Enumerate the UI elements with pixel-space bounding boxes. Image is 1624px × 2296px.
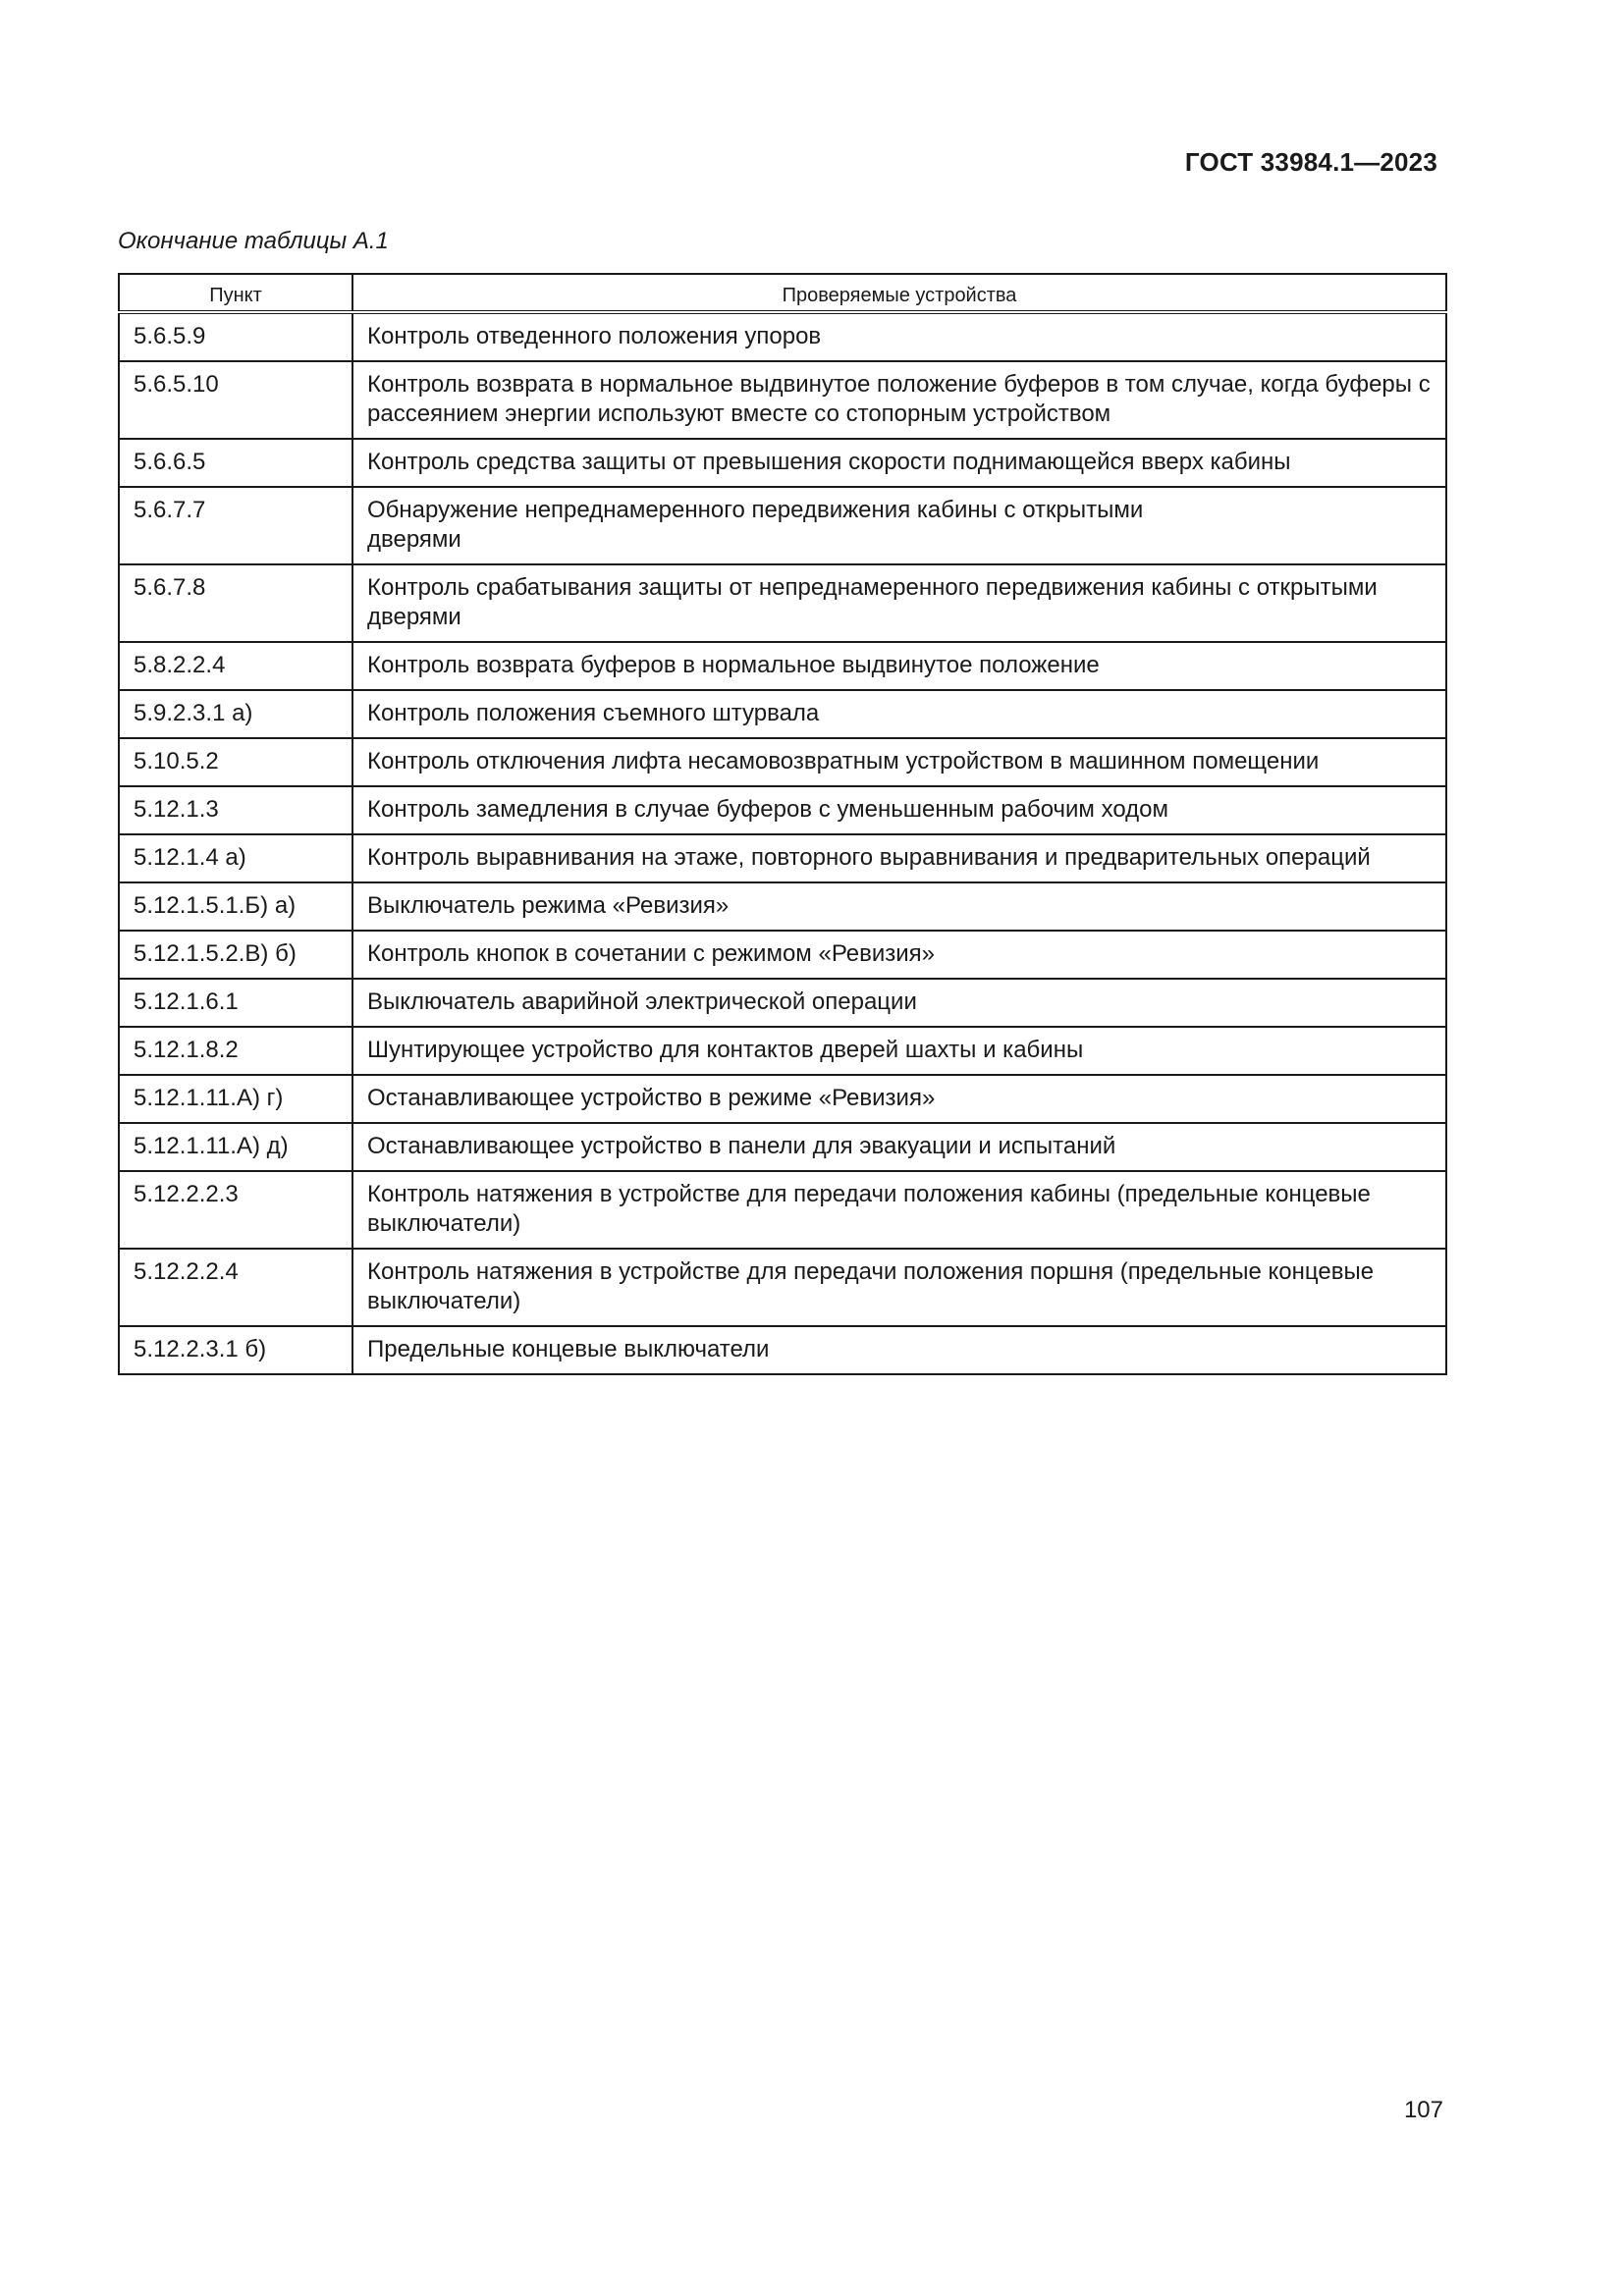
table-row xyxy=(119,1171,1446,1249)
row-device-description: Контроль натяжения в устройстве для передачи положения кабины (предельные концевые выключатели) xyxy=(352,1171,1446,1249)
row-device-description: Контроль замедления в случае буферов с уменьшенным рабочим ходом xyxy=(352,786,1446,834)
row-device-description: Предельные концевые выключатели xyxy=(352,1326,1446,1374)
table-header-row xyxy=(119,274,1446,312)
row-device-description: Выключатель режима «Ревизия» xyxy=(352,882,1446,931)
table-row xyxy=(119,786,1446,834)
row-device-description: Контроль отключения лифта несамовозвратным устройством в машинном помещении xyxy=(352,738,1446,786)
row-device-description: Шунтирующее устройство для контактов дверей шахты и кабины xyxy=(352,1027,1446,1075)
row-item-number: 5.12.2.2.3 xyxy=(119,1171,352,1249)
table-row xyxy=(119,979,1446,1027)
row-item-number: 5.12.1.6.1 xyxy=(119,979,352,1027)
checked-devices-table xyxy=(118,273,1447,1375)
document-code: ГОСТ 33984.1—2023 xyxy=(1184,147,1437,177)
table-row xyxy=(119,564,1446,642)
row-item-number: 5.12.1.11.А) г) xyxy=(119,1075,352,1123)
table-body xyxy=(119,312,1446,1374)
row-item-number: 5.12.1.5.2.В) б) xyxy=(119,931,352,979)
table-row xyxy=(119,1326,1446,1374)
table-row xyxy=(119,834,1446,882)
row-device-description: Контроль срабатывания защиты от непреднамеренного передвижения кабины с открытыми дверями xyxy=(352,564,1446,642)
table-caption: Окончание таблицы А.1 xyxy=(118,228,389,254)
row-item-number: 5.12.2.3.1 б) xyxy=(119,1326,352,1374)
row-item-number: 5.6.6.5 xyxy=(119,439,352,487)
table-row xyxy=(119,1249,1446,1326)
table-row xyxy=(119,312,1446,361)
row-device-description: Останавливающее устройство в режиме «Ревизия» xyxy=(352,1075,1446,1123)
table-row xyxy=(119,439,1446,487)
row-device-description: Обнаружение непреднамеренного передвижения кабины с открытыми дверями xyxy=(352,487,1446,564)
row-device-description: Контроль отведенного положения упоров xyxy=(352,312,1446,361)
row-item-number: 5.6.5.10 xyxy=(119,361,352,439)
row-item-number: 5.8.2.2.4 xyxy=(119,642,352,690)
row-device-description: Контроль выравнивания на этаже, повторного выравнивания и предварительных операций xyxy=(352,834,1446,882)
row-item-number: 5.12.1.5.1.Б) а) xyxy=(119,882,352,931)
row-item-number: 5.10.5.2 xyxy=(119,738,352,786)
table-row xyxy=(119,1027,1446,1075)
column-header-device: Проверяемые устройства xyxy=(352,274,1446,312)
row-device-description: Контроль средства защиты от превышения скорости поднимающейся вверх кабины xyxy=(352,439,1446,487)
table-row xyxy=(119,642,1446,690)
row-item-number: 5.12.1.4 а) xyxy=(119,834,352,882)
row-item-number: 5.12.1.8.2 xyxy=(119,1027,352,1075)
table-row xyxy=(119,738,1446,786)
table-row xyxy=(119,882,1446,931)
row-device-description: Контроль кнопок в сочетании с режимом «Ревизия» xyxy=(352,931,1446,979)
row-device-description: Контроль положения съемного штурвала xyxy=(352,690,1446,738)
row-device-description: Контроль натяжения в устройстве для передачи положения поршня (предельные концевые выключатели) xyxy=(352,1249,1446,1326)
table-row xyxy=(119,361,1446,439)
column-header-item: Пункт xyxy=(119,274,352,312)
row-item-number: 5.12.1.3 xyxy=(119,786,352,834)
row-device-description: Останавливающее устройство в панели для эвакуации и испытаний xyxy=(352,1123,1446,1171)
row-item-number: 5.6.7.8 xyxy=(119,564,352,642)
page-number: 107 xyxy=(1403,2097,1443,2123)
table-row xyxy=(119,931,1446,979)
row-device-description: Контроль возврата в нормальное выдвинутое положение буферов в том случае, когда буферы с рассеянием энергии используют вместе со стопорным устройством xyxy=(352,361,1446,439)
table-row xyxy=(119,690,1446,738)
table-row xyxy=(119,487,1446,564)
table-row xyxy=(119,1075,1446,1123)
row-device-description: Контроль возврата буферов в нормальное выдвинутое положение xyxy=(352,642,1446,690)
row-item-number: 5.12.1.11.А) д) xyxy=(119,1123,352,1171)
row-item-number: 5.9.2.3.1 а) xyxy=(119,690,352,738)
row-device-description: Выключатель аварийной электрической операции xyxy=(352,979,1446,1027)
row-item-number: 5.6.7.7 xyxy=(119,487,352,564)
row-item-number: 5.12.2.2.4 xyxy=(119,1249,352,1326)
row-item-number: 5.6.5.9 xyxy=(119,312,352,361)
table-row xyxy=(119,1123,1446,1171)
